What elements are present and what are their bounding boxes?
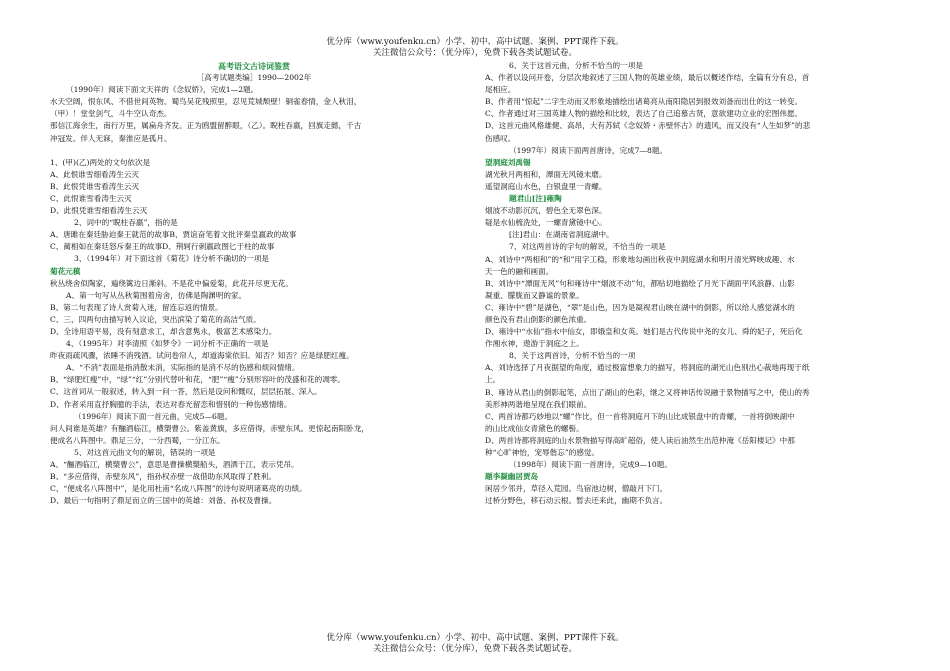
question-8: 8、关于这两首诗，分析不恰当的一项 [509, 351, 636, 361]
option: B、“多应借得，赤壁东风”，指孙权赤壁一战借助东风取得了胜利。 [50, 472, 276, 482]
option: D、此恨凭谁雪细看涛生云灭 [50, 206, 148, 216]
question-3: 3、（1994年）对下面这首《菊花》诗分析不确切的一项是 [74, 254, 270, 264]
option: 的山比成仙女青黛色的螺髻。 [485, 423, 584, 433]
right-column [485, 60, 897, 507]
option: B、此恨凭谁雪看涛生云灭 [50, 181, 140, 191]
doc-title: 高考语文古诗词鉴赏 [218, 61, 290, 71]
page-footer [0, 633, 950, 655]
option: D、雍诗中“水仙”指水中仙女，即娥皇和女英。她们是古代传说中尧的女儿、舜的妃子，死后化 [485, 327, 803, 337]
option: C、这首词从一般叙述，转入到一问一答，然后是设问和慨叹，层层拓展、深入。 [50, 387, 322, 397]
poem-line: （甲）！堂堂剑气，斗牛空认奇杰。 [50, 109, 172, 119]
instruction-1-2: （1990年）阅读下面文天祥的《念奴娇》，完成1—2题。 [66, 85, 259, 95]
option: C、蔺相如在秦廷怒斥秦王的故事D、荆轲行刺嬴政图匕于柱的故事 [50, 242, 275, 252]
poem-line: 冲冠发。伴人无寐，秦淮应是孤月。 [50, 133, 172, 143]
option: C、此恨谁雪看涛生云灭 [50, 193, 132, 203]
option: 美形神两谐地呈现在我们眼前。 [485, 399, 592, 409]
left-column [50, 60, 458, 507]
question-4: 4、（1995年）对李清照《如梦令》一词分析不正确的一项是 [66, 339, 269, 349]
instruction-5-6: （1996年）阅读下面一首元曲，完成5—6题。 [74, 411, 233, 421]
option: B、第二句表现了诗人赏菊入迷，留连忘返的情景。 [50, 302, 223, 312]
option: 天一色的融和画面。 [485, 266, 554, 276]
section-title: 题君山[注]雍陶 [509, 194, 562, 204]
header-line-2: 关注微信公众号：（优分库），免费下载各类试题试卷。 [372, 48, 577, 58]
option: C、作者通过对三国英雄人物的描绘和比较，表达了自己追慕古贤，意欲建功立业的宏图伟愿。 [485, 109, 803, 119]
option: A、“不消”表面是指消散未消，实际指的是消不尽的伤感和烦闷情绪。 [66, 363, 300, 373]
annotation-note: [注]君山：在湖南省洞庭湖中。 [509, 230, 614, 240]
poem-line: 昨夜雨疏风骤，浓睡不消残酒。试问卷帘人，却道海棠依旧。知否？知否？应是绿肥红瘦。 [50, 351, 354, 361]
poem-line: 水天空阔，恨东风、不借世间英物。蜀鸟吴花残照里，忍见荒城颓壁！铜雀春情，金人秋泪， [50, 97, 362, 107]
option: 尾相应。 [485, 85, 516, 95]
poem-line: 问人间谁是英雄？有酾酒临江，横槊曹公。紫盖黄旗，多应借得，赤壁东风。更惊起南阳卧龙， [50, 423, 369, 433]
option: 凝重、朦胧而又静谧的景象。 [485, 290, 584, 300]
option: C、雍诗中“碧”是湖色，“翠”是山色，因为是凝视君山映在湖中的倒影，所以给人感觉湖水的 [485, 302, 795, 312]
instruction-7-8: （1997年）阅读下面两首唐诗，完成7—8题。 [509, 145, 668, 155]
option: B、刘诗中“潭面无风”句和雍诗中“烟波不动”句，都贴切地描绘了月光下湖面平风浪静、山影 [485, 278, 795, 288]
footer-line-1: 优分库（www.youfenku.cn）小学、初中、高中试题、案例、PPT课件下载。 [326, 633, 624, 643]
poem-line: 遥望洞庭山水色，白银盘里一青螺。 [485, 181, 607, 191]
option: A、此恨谁雪细看涛生云灭 [50, 169, 140, 179]
option: B、作者用“惊起”二字生动而又形象地描绘出诸葛亮从南阳隐居到报效刘备而出仕的这一转变。 [485, 97, 803, 107]
option: A、唐雎在秦廷胁迫秦王就范的故事B、贾谊奋笔着文批评秦皇嬴政的故事 [50, 230, 297, 240]
option: C、三、四两句由描写转入议论，突出滨染了菊花的高洁气质。 [50, 314, 261, 324]
option: C、“便成名八阵图中”，是化用杜甫“名成八阵图”的诗句说明诸葛亮的功绩。 [50, 484, 307, 494]
option: 种“心旷神怡，宠辱偕忘”的感觉。 [485, 448, 600, 457]
header-line-1: 优分库（www.youfenku.cn）小学、初中、高中试题、案例、PPT课件下载。 [326, 37, 624, 47]
poem-line: 过桥分野色，移石动云根。暂去还来此，幽期不负言。 [485, 496, 668, 506]
question-2: 2、词中的“睨柱吞嬴”，指的是 [74, 218, 178, 228]
instruction-9-10: （1998年）阅读下面一首唐诗，完成9—10题。 [509, 460, 672, 470]
option: A、“酾酒临江，横槊曹公”，意思是曹操横槊船头，酒洒于江，表示凭吊。 [50, 460, 299, 469]
option: A、第一句写从丛秋菊围着房舍，仿佛是陶渊明的家。 [66, 290, 247, 300]
page-header [0, 37, 950, 59]
poem-line: 烟波不动影沉沉，碧色全无翠色深。 [485, 206, 607, 216]
option: A、作者以设问开卷，分层次地叙述了三国人物的英雄业绩，最后以概述作结，全篇有分有总，首 [485, 73, 810, 83]
section-title: 题李凝幽居贾岛 [485, 472, 539, 482]
option: A、刘诗中“两相和”的“和”用字工稳，形象地勾画出秋夜中洞庭湖水和明月清光辉映成趣、水 [485, 254, 795, 264]
question-6: 6、关于这首元曲，分析不恰当的一项是 [509, 61, 643, 70]
poem-line: 那信江海余生，南行万里，属扁舟齐发。正为鸥盟留醉眼，（乙）。睨柱吞嬴，回旗走懿，千古 [50, 121, 362, 131]
doc-subtitle: ［高考试题类编］1990—2002年 [196, 73, 312, 83]
question-5: 5、对这首元曲文句的解说，错误的一项是 [74, 447, 216, 457]
poem-line: 湖光秋月两相和，潭面无风镜未磨。 [485, 169, 607, 179]
option: 伤感叹。 [485, 133, 516, 143]
poem-line: 疑是水仙梳洗处，一螺青黛镜中心。 [485, 218, 607, 228]
footer-line-2: 关注微信公众号：（优分库），免费下载各类试题试卷。 [372, 644, 577, 654]
option: 作湘水神，遨游于洞庭之上。 [485, 339, 584, 349]
poem-line: 闲居少邻并，草径入荒园。鸟宿池边树，僧敲月下门。 [485, 484, 668, 494]
option: 上。 [485, 375, 501, 385]
section-title: 望洞庭刘禹锡 [485, 157, 531, 167]
option: D、最后一句指明了鼎足而立的三国中的英雄：刘备、孙权及曹操。 [50, 496, 277, 506]
poem-line: 便成名八阵图中。鼎足三分，一分西蜀，一分江东。 [50, 435, 225, 445]
option: D、作者采用直抒胸臆的手法，表达对春光留恋和惜别的一种伤感情绪。 [50, 399, 292, 409]
option: A、刘诗选择了月夜据望的角度，通过极富想象力的描写，将洞庭的湖光山色别出心裁地再现于纸 [485, 363, 810, 373]
option: 颜色没有君山倒影的颜色浓重。 [485, 314, 592, 324]
option: B、雍诗从君山的倒影起笔，点出了湖山的色彩，继之又将神话传说融于景物描写之中，使山的秀 [485, 387, 810, 397]
option: D、这首元曲风格雄健、高昂，大有苏轼《念奴娇・赤壁怀古》的遗风，而又没有“人生如梦”的悲 [485, 121, 811, 131]
section-title: 菊花元稹 [50, 266, 81, 276]
option: C、两首诗都巧妙地以“螺”作比，但一首将洞庭月下的山比成银盘中的青螺，一首将倒映湖中 [485, 411, 795, 421]
option: D、两首诗都将洞庭的山水景物描写得高旷超俗，使人读后油然生出范仲淹《岳阳楼记》中那 [485, 435, 795, 445]
question-1: 1、(甲)(乙)两处的文句依次是 [50, 157, 151, 167]
poem-line: 秋丛绕舍似陶家，遍绕篱边日渐斜。不是花中偏爱菊，此花开尽更无花。 [50, 278, 293, 288]
option: B、“绿肥红瘦”中，“绿”“红”分别代替叶和花，“肥”“瘦”分别形容叶的茂盛和花的凋零。 [50, 375, 345, 385]
question-7: 7、对这两首诗的字句的解说，不恰当的一项是 [509, 242, 666, 252]
option: D、全诗用语平易，没有刻意求工，却含意隽永，极富艺术感染力。 [50, 326, 277, 336]
